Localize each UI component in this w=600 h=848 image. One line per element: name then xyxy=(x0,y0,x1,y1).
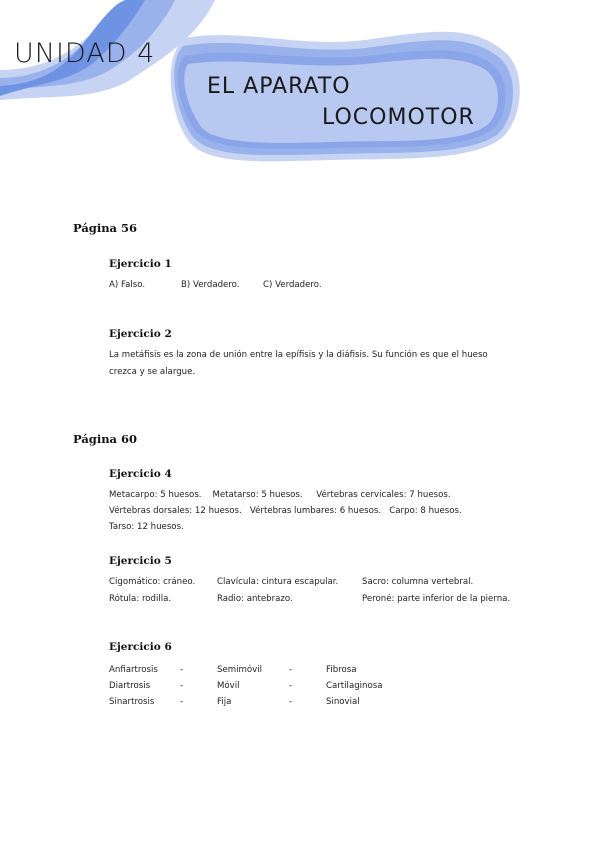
exercise-2-line-1: La metáfisis es la zona de unión entre la epífisis y la diáfisis. Su función es que el hueso xyxy=(109,350,488,360)
exercise-6-dash: - xyxy=(180,681,184,691)
exercise-1-answer-a: A) Falso. xyxy=(109,280,146,290)
title-line-1: EL APARATO xyxy=(207,74,351,99)
exercise-6-cell: Anfiartrosis xyxy=(109,665,158,675)
exercise-4-line-2: Vértebras dorsales: 12 huesos. Vértebras lumbares: 6 huesos. Carpo: 8 huesos. xyxy=(109,506,462,516)
exercise-6-cell: Fija xyxy=(217,697,232,707)
exercise-5-heading: Ejercicio 5 xyxy=(109,555,172,567)
exercise-5-item: Radio: antebrazo. xyxy=(217,594,293,604)
exercise-6-cell: Cartilaginosa xyxy=(326,681,383,691)
exercise-6-dash: - xyxy=(289,697,293,707)
exercise-6-cell: Semimóvil xyxy=(217,665,262,675)
exercise-6-dash: - xyxy=(180,665,184,675)
exercise-5-item: Clavícula: cintura escapular. xyxy=(217,577,339,587)
exercise-4-line-3: Tarso: 12 huesos. xyxy=(109,522,184,532)
exercise-6-cell: Sinovial xyxy=(326,697,360,707)
exercise-2-heading: Ejercicio 2 xyxy=(109,328,172,340)
exercise-6-dash: - xyxy=(289,665,293,675)
exercise-6-cell: Diartrosis xyxy=(109,681,151,691)
exercise-4-heading: Ejercicio 4 xyxy=(109,468,172,480)
exercise-2-line-2: crezca y se alargue. xyxy=(109,367,196,377)
unit-label: UNIDAD 4 xyxy=(14,38,156,69)
page-56-heading: Página 56 xyxy=(73,221,138,235)
exercise-6-dash: - xyxy=(180,697,184,707)
exercise-1-heading: Ejercicio 1 xyxy=(109,258,172,270)
exercise-6-dash: - xyxy=(289,681,293,691)
exercise-6-cell: Móvil xyxy=(217,681,240,691)
exercise-5-item: Peroné: parte inferior de la pierna. xyxy=(362,594,511,604)
title-line-2: LOCOMOTOR xyxy=(322,105,475,130)
header-wave-decoration xyxy=(0,0,600,200)
exercise-5-item: Rótula: rodilla. xyxy=(109,594,172,604)
exercise-1-answer-c: C) Verdadero. xyxy=(263,280,322,290)
exercise-5-item: Sacro: columna vertebral. xyxy=(362,577,474,587)
blob-top xyxy=(184,59,498,143)
exercise-6-cell: Sinartrosis xyxy=(109,697,155,707)
exercise-1-answer-b: B) Verdadero. xyxy=(181,280,240,290)
exercise-4-line-1: Metacarpo: 5 huesos. Metatarso: 5 huesos. Vértebras cervicales: 7 huesos. xyxy=(109,490,451,500)
page-60-heading: Página 60 xyxy=(73,432,138,446)
exercise-6-heading: Ejercicio 6 xyxy=(109,641,172,653)
exercise-5-item: Cigomático: cráneo. xyxy=(109,577,196,587)
exercise-6-cell: Fibrosa xyxy=(326,665,357,675)
